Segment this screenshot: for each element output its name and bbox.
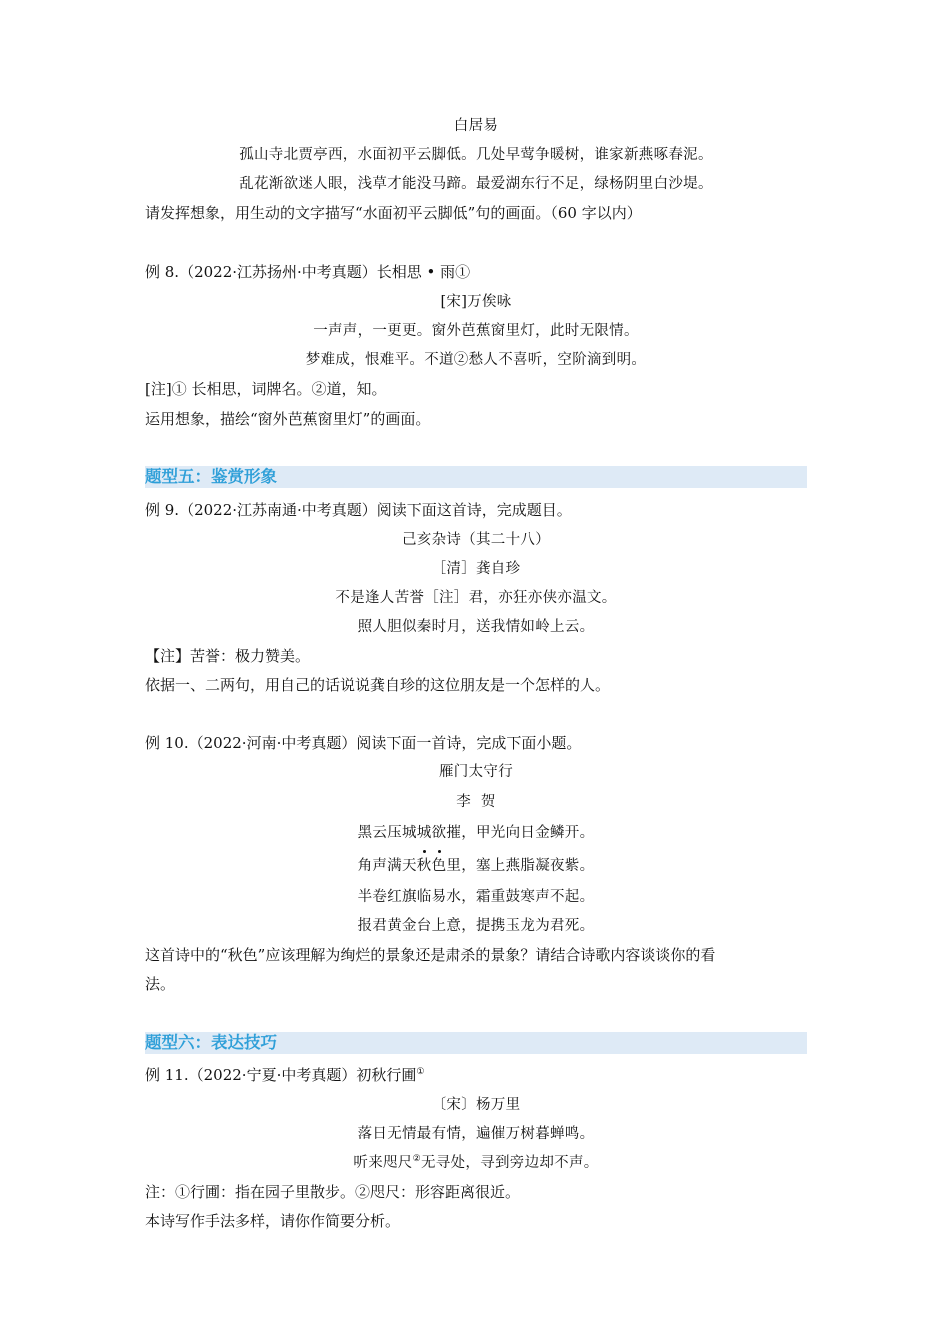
emphasis-dot-char: 秋 xyxy=(417,855,432,877)
example-label: 例 8.（2022·江苏扬州·中考真题）长相思 • 雨① xyxy=(145,263,471,281)
poem-author: [宋]万俟咏 xyxy=(440,294,512,310)
poem-line: 黑云压城城欲摧，甲光向日金鳞开。 xyxy=(357,825,595,841)
poem-title: 雁门太守行 xyxy=(439,764,513,780)
question-text: 这首诗中的“秋色”应该理解为绚烂的景象还是肃杀的景象？请结合诗歌内容谈谈你的看 xyxy=(145,946,716,964)
question-text: 本诗写作手法多样，请你作简要分析。 xyxy=(145,1212,401,1230)
note-text: [注]① 长相思，词牌名。②道，知。 xyxy=(145,380,387,398)
poem-author: 李 贺 xyxy=(456,794,496,810)
poem-author: ［清］龚自珍 xyxy=(431,561,521,577)
question-text: 运用想象，描绘“窗外芭蕉窗里灯”的画面。 xyxy=(145,410,431,428)
poem-line: 半卷红旗临易水，霜重鼓寒声不起。 xyxy=(357,889,595,905)
poem-line: 乱花渐欲迷人眼，浅草才能没马蹄。最爱湖东行不足，绿杨阴里白沙堤。 xyxy=(239,176,713,192)
poem-line: 不是逢人苦誉［注］君，亦狂亦侠亦温文。 xyxy=(335,590,617,606)
section-heading: 题型六：表达技巧 xyxy=(145,1032,807,1054)
poem-title: 己亥杂诗（其二十八） xyxy=(402,532,550,548)
poem-line: 孤山寺北贾亭西，水面初平云脚低。几处早莺争暖树，谁家新燕啄春泥。 xyxy=(239,147,713,163)
poem-line: 听来咫尺②无寻处，寻到旁边却不声。 xyxy=(353,1154,599,1171)
poem-author: 白居易 xyxy=(453,118,499,134)
poem-line: 照人胆似秦时月，送我情如岭上云。 xyxy=(357,619,595,635)
poem-line: 落日无情最有情，遍催万树暮蝉鸣。 xyxy=(357,1126,595,1142)
question-text: 法。 xyxy=(145,975,176,993)
emphasis-dot-char: 色 xyxy=(432,855,447,877)
note-text: 注：①行圃：指在园子里散步。②咫尺：形容距离很近。 xyxy=(145,1183,521,1201)
question-text: 依据一、二两句，用自己的话说说龚自珍的这位朋友是一个怎样的人。 xyxy=(145,676,611,694)
poem-line: 报君黄金台上意，提携玉龙为君死。 xyxy=(357,918,595,934)
footnote-marker: ① xyxy=(416,1067,425,1077)
question-text: 请发挥想象，用生动的文字描写“水面初平云脚低”句的画面。（60 字以内） xyxy=(145,204,642,222)
example-label: 例 11.（2022·宁夏·中考真题）初秋行圃① xyxy=(145,1066,425,1084)
note-text: 【注】苦誉：极力赞美。 xyxy=(145,647,311,665)
example-label: 例 10.（2022·河南·中考真题）阅读下面一首诗，完成下面小题。 xyxy=(145,734,582,752)
poem-line: 梦难成，恨难平。不道②愁人不喜听，空阶滴到明。 xyxy=(305,352,647,368)
poem-line: 一声声，一更更。窗外芭蕉窗里灯，此时无限情。 xyxy=(313,323,639,339)
poem-author: 〔宋〕杨万里 xyxy=(431,1097,521,1113)
poem-line: 角声满天秋色里，塞上燕脂凝夜紫。 xyxy=(145,855,807,877)
example-label: 例 9.（2022·江苏南通·中考真题）阅读下面这首诗，完成题目。 xyxy=(145,501,572,519)
section-heading: 题型五：鉴赏形象 xyxy=(145,466,807,488)
footnote-marker: ② xyxy=(412,1154,421,1165)
